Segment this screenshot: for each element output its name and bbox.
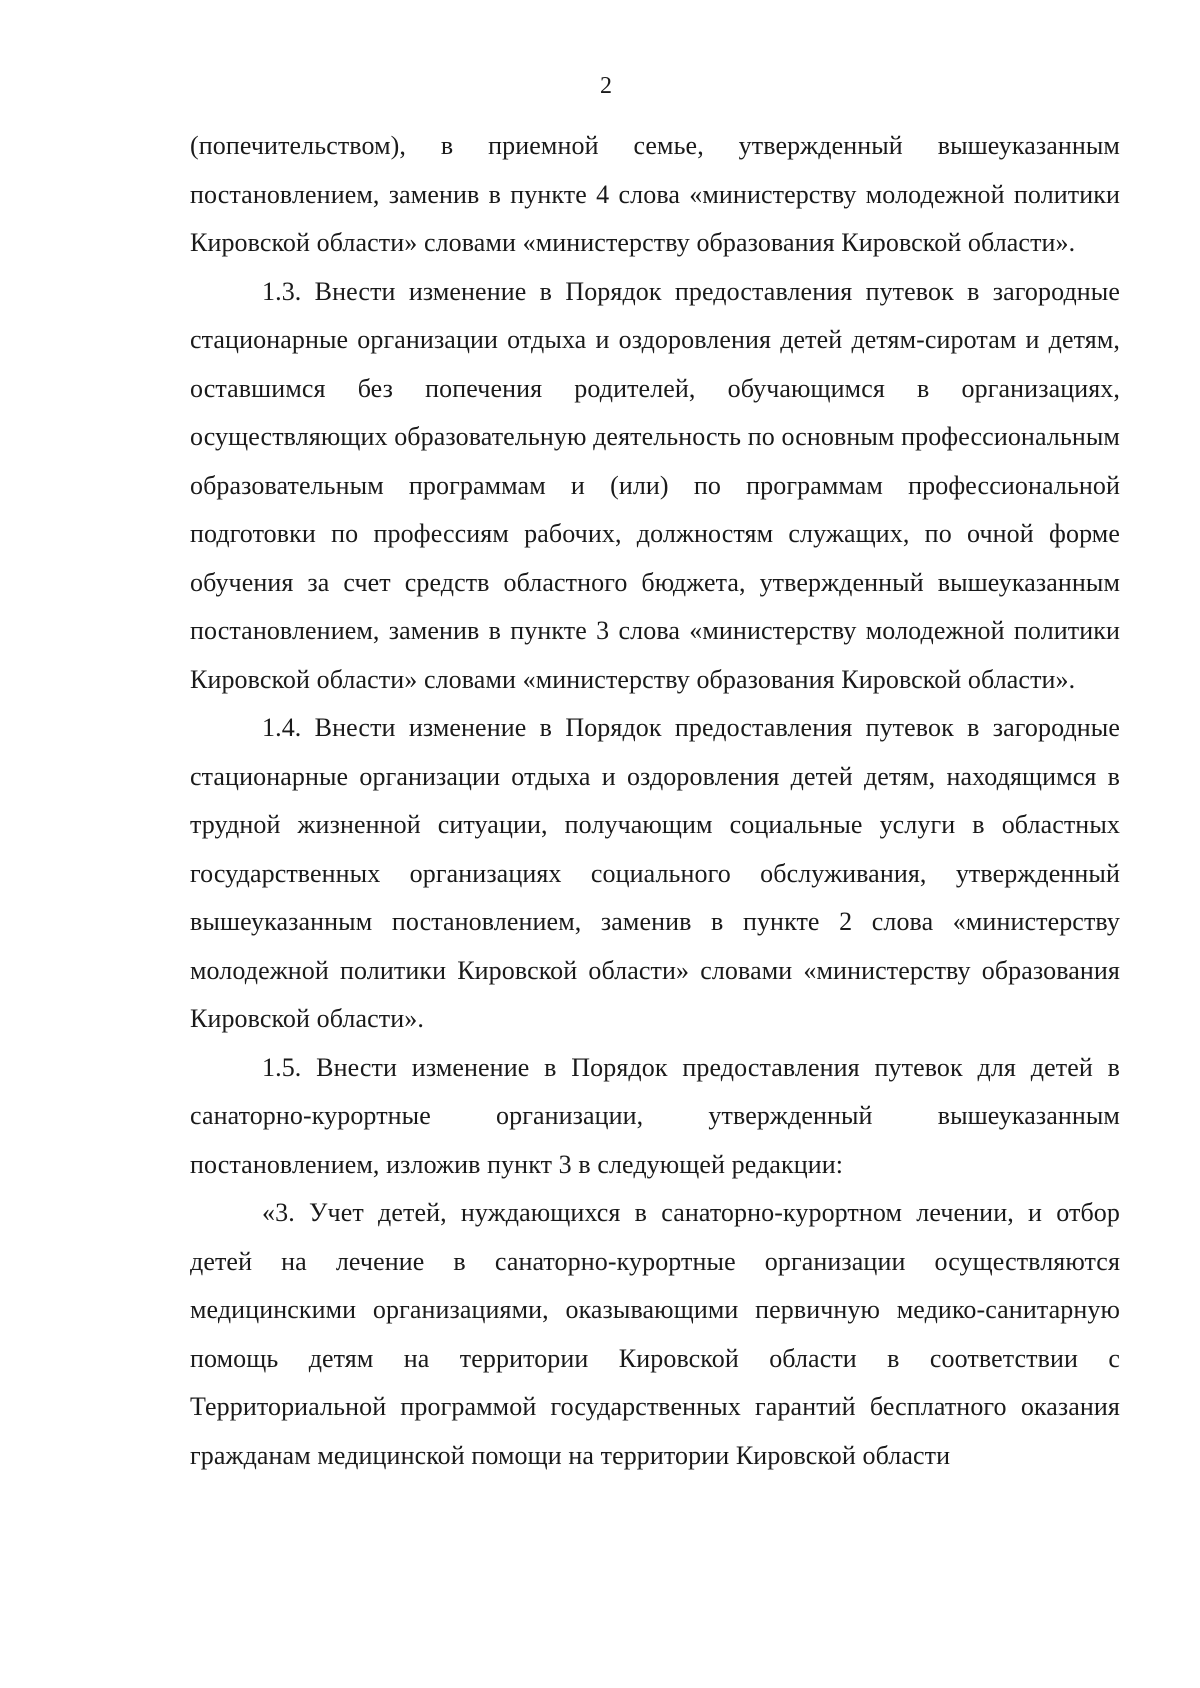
paragraph-quote-3: «3. Учет детей, нуждающихся в санаторно-курортном лечении, и отбор детей на лечение в санаторно-курортные организации осуществляются медицинскими организациями, оказывающими первичную медико-санитарную помощь детям на территории Кировской области в соответствии с Территориальной программой государственных гарантий бесплатного оказания гражданам медицинской помощи на территории Кировской области — [190, 1198, 1120, 1470]
paragraph-item-1-3: 1.3. Внести изменение в Порядок предоставления путевок в загородные стационарные организации отдыха и оздоровления детей детям-сиротам и детям, оставшимся без попечения родителей, обучающимся в организациях, осуществляющих образовательную деятельность по основным профессиональным образовательным программам и (или) по программам профессиональной подготовки по профессиям рабочих, должностям служащих, по очной форме обучения за счет средств областного бюджета, утвержденный вышеуказанным постановлением, заменив в пункте 3 слова «министерству молодежной политики Кировской области» словами «министерству образования Кировской области». — [190, 276, 1120, 694]
page-number: 2 — [600, 73, 612, 99]
paragraph-continuation: (попечительством), в приемной семье, утвержденный вышеуказанным постановлением, заменив в пункте 4 слова «министерству молодежной политики Кировской области» словами «министерству образования Кировской области». — [190, 131, 1120, 257]
paragraph-item-1-5: 1.5. Внести изменение в Порядок предоставления путевок для детей в санаторно-курортные организации, утвержденный вышеуказанным постановлением, изложив пункт 3 в следующей редакции: — [190, 1052, 1120, 1179]
paragraph-item-1-4: 1.4. Внести изменение в Порядок предоставления путевок в загородные стационарные организации отдыха и оздоровления детей детям, находящимся в трудной жизненной ситуации, получающим социальные услуги в областных государственных организациях социального обслуживания, утвержденный вышеуказанным постановлением, заменив в пункте 2 слова «министерству молодежной политики Кировской области» словами «министерству образования Кировской области». — [190, 713, 1120, 1033]
document-body — [190, 122, 1120, 1480]
